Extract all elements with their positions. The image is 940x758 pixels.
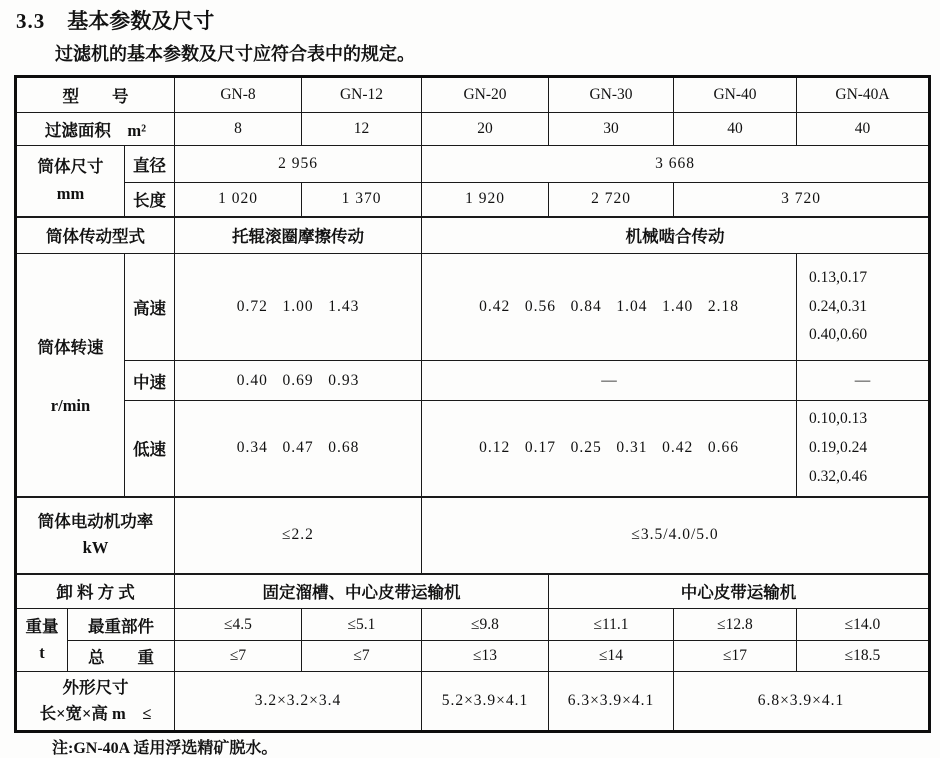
- dimensions-label: 外形尺寸 长×宽×高 m ≤: [16, 672, 175, 732]
- motor-power-value: ≤2.2: [175, 497, 422, 574]
- weight-heaviest-value: ≤5.1: [302, 609, 422, 641]
- body-size-label: 筒体尺寸 mm: [16, 146, 125, 217]
- table-row-weight-total: [16, 641, 930, 672]
- table-row-discharge: [16, 574, 930, 609]
- length-label: 长度: [125, 183, 175, 217]
- length-value: 1 370: [302, 183, 422, 217]
- weight-label: 重量 t: [16, 609, 68, 672]
- filter-area-value: 30: [549, 113, 674, 146]
- speed-mid-value: 0.40 0.69 0.93: [175, 361, 422, 401]
- table-row-filter-area: [16, 113, 930, 146]
- filter-area-value: 40: [797, 113, 930, 146]
- discharge-label: 卸 料 方 式: [16, 574, 175, 609]
- weight-total-value: ≤13: [422, 641, 549, 672]
- filter-area-value: 8: [175, 113, 302, 146]
- speed-mid-value: —: [422, 361, 797, 401]
- model-header-gn-12: GN-12: [302, 77, 422, 113]
- speed-high-value: 0.42 0.56 0.84 1.04 1.40 2.18: [422, 254, 797, 361]
- footnote: 注:GN-40A 适用浮选精矿脱水。: [52, 740, 278, 757]
- speed-high-value-gn40a: 0.13,0.17 0.24,0.31 0.40,0.60: [797, 254, 930, 361]
- length-value: 1 020: [175, 183, 302, 217]
- drive-type-label: 筒体传动型式: [16, 217, 175, 254]
- weight-total-value: ≤7: [302, 641, 422, 672]
- weight-heaviest-label: 最重部件: [68, 609, 175, 641]
- speed-high-value: 0.72 1.00 1.43: [175, 254, 422, 361]
- discharge-value: 中心皮带运输机: [549, 574, 930, 609]
- weight-heaviest-value: ≤14.0: [797, 609, 930, 641]
- filter-area-label: 过滤面积 m²: [16, 113, 175, 146]
- motor-power-value: ≤3.5/4.0/5.0: [422, 497, 930, 574]
- speed-low-value: 0.12 0.17 0.25 0.31 0.42 0.66: [422, 401, 797, 497]
- table-row-model: [16, 77, 930, 113]
- diameter-value: 3 668: [422, 146, 930, 183]
- length-value: 3 720: [674, 183, 930, 217]
- diameter-value: 2 956: [175, 146, 422, 183]
- model-header-gn-40: GN-40: [674, 77, 797, 113]
- weight-total-value: ≤14: [549, 641, 674, 672]
- model-header-gn-30: GN-30: [549, 77, 674, 113]
- table-row-drive-type: [16, 217, 930, 254]
- weight-heaviest-value: ≤11.1: [549, 609, 674, 641]
- dimensions-value: 3.2×3.2×3.4: [175, 672, 422, 732]
- table-row-weight-heaviest: [16, 609, 930, 641]
- diameter-label: 直径: [125, 146, 175, 183]
- model-header-gn-20: GN-20: [422, 77, 549, 113]
- table-row-dimensions: [16, 672, 930, 732]
- speed-low-label: 低速: [125, 401, 175, 497]
- intro-text: 过滤机的基本参数及尺寸应符合表中的规定。: [55, 44, 415, 64]
- discharge-value: 固定溜槽、中心皮带运输机: [175, 574, 549, 609]
- speed-low-value-gn40a: 0.10,0.13 0.19,0.24 0.32,0.46: [797, 401, 930, 497]
- section-title: 基本参数及尺寸: [67, 9, 215, 33]
- speed-label: 筒体转速 r/min: [16, 254, 125, 497]
- weight-total-value: ≤17: [674, 641, 797, 672]
- drive-type-value: 机械啮合传动: [422, 217, 930, 254]
- filter-area-value: 12: [302, 113, 422, 146]
- filter-area-value: 40: [674, 113, 797, 146]
- length-value: 1 920: [422, 183, 549, 217]
- model-header-gn-8: GN-8: [175, 77, 302, 113]
- filter-area-value: 20: [422, 113, 549, 146]
- speed-mid-value-gn40a: —: [797, 361, 930, 401]
- dimensions-value: 5.2×3.9×4.1: [422, 672, 549, 732]
- table-row-speed-high: [16, 254, 930, 361]
- table-row-speed-mid: [16, 361, 930, 401]
- drive-type-value: 托辊滚圈摩擦传动: [175, 217, 422, 254]
- length-value: 2 720: [549, 183, 674, 217]
- weight-heaviest-value: ≤9.8: [422, 609, 549, 641]
- speed-mid-label: 中速: [125, 361, 175, 401]
- parameters-table: [14, 75, 931, 733]
- model-header-gn-40a: GN-40A: [797, 77, 930, 113]
- weight-heaviest-value: ≤12.8: [674, 609, 797, 641]
- section-heading: [16, 5, 214, 35]
- dimensions-value: 6.3×3.9×4.1: [549, 672, 674, 732]
- speed-high-label: 高速: [125, 254, 175, 361]
- model-row-label: 型 号: [16, 77, 175, 113]
- weight-heaviest-value: ≤4.5: [175, 609, 302, 641]
- dimensions-value: 6.8×3.9×4.1: [674, 672, 930, 732]
- table-row-speed-low: [16, 401, 930, 497]
- weight-total-value: ≤7: [175, 641, 302, 672]
- weight-total-label: 总 重: [68, 641, 175, 672]
- table-row-length: [16, 183, 930, 217]
- speed-low-value: 0.34 0.47 0.68: [175, 401, 422, 497]
- table-row-diameter: [16, 146, 930, 183]
- section-number: 3.3: [16, 9, 46, 33]
- table-row-motor-power: [16, 497, 930, 574]
- motor-power-label: 筒体电动机功率 kW: [16, 497, 175, 574]
- weight-total-value: ≤18.5: [797, 641, 930, 672]
